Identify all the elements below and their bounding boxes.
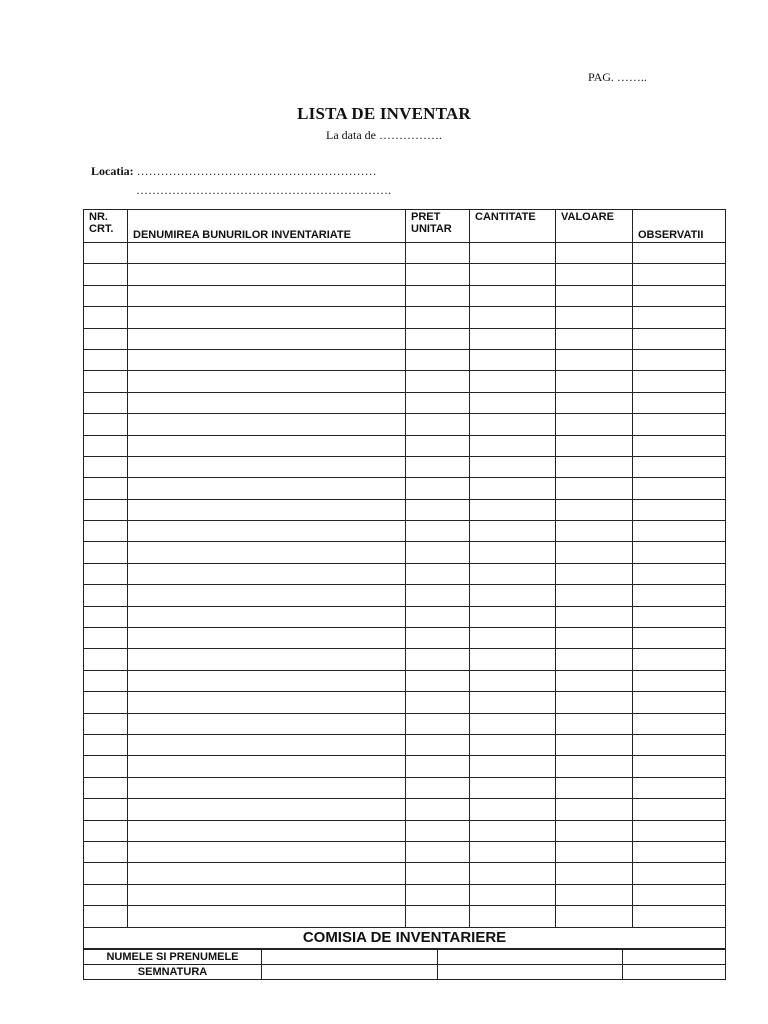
table-cell[interactable] (84, 863, 128, 884)
table-row (84, 349, 726, 370)
table-row (84, 820, 726, 841)
table-cell[interactable] (556, 884, 633, 905)
table-cell[interactable] (633, 713, 726, 734)
table-cell[interactable] (128, 264, 406, 285)
table-cell[interactable] (470, 606, 556, 627)
table-cell[interactable] (556, 392, 633, 413)
table-cell[interactable] (633, 649, 726, 670)
table-row (84, 435, 726, 456)
table-cell[interactable] (128, 799, 406, 820)
table-cell[interactable] (470, 328, 556, 349)
table-cell[interactable] (84, 371, 128, 392)
table-cell[interactable] (633, 585, 726, 606)
table-cell[interactable] (406, 820, 470, 841)
table-cell[interactable] (470, 307, 556, 328)
table-cell[interactable] (84, 884, 128, 905)
table-cell[interactable] (556, 243, 633, 264)
table-cell[interactable] (633, 692, 726, 713)
table-cell[interactable] (633, 906, 726, 927)
table-row (84, 264, 726, 285)
table-cell[interactable] (556, 563, 633, 584)
table-cell[interactable] (406, 799, 470, 820)
table-cell[interactable] (406, 884, 470, 905)
table-cell[interactable] (556, 456, 633, 477)
table-cell[interactable] (406, 307, 470, 328)
table-cell[interactable] (633, 285, 726, 306)
table-cell[interactable] (406, 499, 470, 520)
table-cell[interactable] (406, 670, 470, 691)
table-row (84, 863, 726, 884)
table-cell[interactable] (84, 734, 128, 755)
signature-table (83, 949, 726, 980)
table-cell[interactable] (556, 841, 633, 862)
table-row (84, 585, 726, 606)
table-cell[interactable] (633, 521, 726, 542)
table-row (84, 649, 726, 670)
date-line: La data de ……………. (326, 128, 442, 142)
table-cell[interactable] (84, 542, 128, 563)
table-row (84, 456, 726, 477)
table-row (84, 478, 726, 499)
table-cell[interactable] (84, 243, 128, 264)
page-number: PAG. …….. (588, 70, 647, 84)
table-row (84, 734, 726, 755)
table-cell[interactable] (406, 841, 470, 862)
table-cell[interactable] (556, 264, 633, 285)
table-cell[interactable] (128, 628, 406, 649)
table-cell[interactable] (633, 756, 726, 777)
table-row (84, 670, 726, 691)
table-row (84, 414, 726, 435)
table-cell[interactable] (556, 285, 633, 306)
table-cell[interactable] (84, 585, 128, 606)
table-row (84, 307, 726, 328)
table-row (84, 906, 726, 927)
table-cell[interactable] (406, 349, 470, 370)
table-cell[interactable] (556, 414, 633, 435)
table-row (84, 499, 726, 520)
table-cell[interactable] (406, 456, 470, 477)
table-cell[interactable] (470, 713, 556, 734)
table-cell[interactable] (406, 692, 470, 713)
table-cell[interactable] (84, 563, 128, 584)
table-cell[interactable] (633, 670, 726, 691)
table-cell[interactable] (633, 606, 726, 627)
table-cell[interactable] (84, 649, 128, 670)
table-cell[interactable] (556, 328, 633, 349)
table-cell[interactable] (470, 884, 556, 905)
table-cell[interactable] (128, 435, 406, 456)
table-cell[interactable] (470, 243, 556, 264)
table-cell[interactable] (128, 285, 406, 306)
table-cell[interactable] (128, 392, 406, 413)
table-cell[interactable] (84, 414, 128, 435)
table-cell[interactable] (128, 243, 406, 264)
table-cell[interactable] (470, 841, 556, 862)
table-cell[interactable] (556, 349, 633, 370)
table-cell[interactable] (633, 820, 726, 841)
table-cell[interactable] (633, 799, 726, 820)
table-row (84, 285, 726, 306)
table-cell[interactable] (128, 606, 406, 627)
table-cell[interactable] (470, 521, 556, 542)
table-cell[interactable] (128, 649, 406, 670)
table-cell[interactable] (556, 799, 633, 820)
table-row (84, 542, 726, 563)
column-header-name: DENUMIREA BUNURILOR INVENTARIATE (128, 210, 406, 243)
table-cell[interactable] (633, 456, 726, 477)
table-cell[interactable] (633, 243, 726, 264)
table-cell[interactable] (128, 756, 406, 777)
signature-label: SEMNATURA (84, 965, 262, 980)
table-cell[interactable] (556, 585, 633, 606)
table-cell[interactable] (406, 435, 470, 456)
table-cell[interactable] (406, 628, 470, 649)
table-cell[interactable] (84, 692, 128, 713)
table-row (84, 777, 726, 798)
table-row (84, 841, 726, 862)
table-cell[interactable] (84, 756, 128, 777)
table-cell[interactable] (556, 906, 633, 927)
table-cell[interactable] (633, 563, 726, 584)
table-cell[interactable] (470, 820, 556, 841)
table-cell[interactable] (406, 392, 470, 413)
table-cell[interactable] (556, 649, 633, 670)
table-cell[interactable] (406, 906, 470, 927)
table-cell[interactable] (470, 371, 556, 392)
table-cell[interactable] (633, 499, 726, 520)
table-cell[interactable] (470, 906, 556, 927)
table-cell[interactable] (470, 692, 556, 713)
table-cell[interactable] (470, 628, 556, 649)
table-row (84, 713, 726, 734)
table-cell[interactable] (84, 435, 128, 456)
table-cell[interactable] (470, 478, 556, 499)
table-cell[interactable] (406, 713, 470, 734)
table-cell[interactable] (633, 435, 726, 456)
table-row (84, 799, 726, 820)
inventory-table (83, 209, 726, 949)
table-cell[interactable] (84, 328, 128, 349)
table-body (84, 243, 726, 928)
table-cell[interactable] (84, 285, 128, 306)
table-cell[interactable] (556, 606, 633, 627)
table-cell[interactable] (84, 670, 128, 691)
table-cell[interactable] (128, 499, 406, 520)
table-cell[interactable] (633, 542, 726, 563)
column-header-price: PRET UNITAR (406, 210, 470, 243)
table-cell[interactable] (406, 328, 470, 349)
table-cell[interactable] (84, 456, 128, 477)
table-cell[interactable] (84, 478, 128, 499)
commission-row (84, 927, 726, 948)
table-cell[interactable] (128, 906, 406, 927)
table-cell[interactable] (128, 670, 406, 691)
table-cell[interactable] (128, 371, 406, 392)
table-cell[interactable] (406, 243, 470, 264)
names-label: NUMELE SI PRENUMELE (84, 950, 262, 965)
table-cell[interactable] (128, 328, 406, 349)
table-cell[interactable] (470, 285, 556, 306)
table-cell[interactable] (128, 777, 406, 798)
table-cell[interactable] (84, 628, 128, 649)
table-cell[interactable] (556, 670, 633, 691)
table-row (84, 328, 726, 349)
table-cell[interactable] (406, 777, 470, 798)
table-cell[interactable] (470, 264, 556, 285)
table-cell[interactable] (406, 863, 470, 884)
table-cell[interactable] (556, 542, 633, 563)
table-cell[interactable] (406, 649, 470, 670)
table-cell[interactable] (633, 392, 726, 413)
table-cell[interactable] (556, 777, 633, 798)
table-cell[interactable] (556, 371, 633, 392)
table-row (84, 692, 726, 713)
signature-cell[interactable] (438, 965, 623, 980)
table-cell[interactable] (470, 585, 556, 606)
table-cell[interactable] (470, 456, 556, 477)
location-line (91, 164, 377, 179)
table-cell[interactable] (406, 414, 470, 435)
table-cell[interactable] (556, 734, 633, 755)
location-dots-continuation: ………………………………………………………. (136, 183, 391, 197)
signature-cell[interactable] (623, 965, 726, 980)
table-cell[interactable] (633, 863, 726, 884)
table-cell[interactable] (406, 756, 470, 777)
names-row (84, 950, 726, 965)
table-cell[interactable] (556, 756, 633, 777)
table-cell[interactable] (556, 820, 633, 841)
table-cell[interactable] (470, 563, 556, 584)
table-cell[interactable] (84, 307, 128, 328)
table-cell[interactable] (128, 542, 406, 563)
table-cell[interactable] (556, 499, 633, 520)
table-cell[interactable] (128, 307, 406, 328)
table-cell[interactable] (633, 414, 726, 435)
names-cell[interactable] (623, 950, 726, 965)
table-cell[interactable] (128, 884, 406, 905)
table-cell[interactable] (556, 435, 633, 456)
table-cell[interactable] (470, 349, 556, 370)
document-title: LISTA DE INVENTAR (297, 104, 471, 123)
table-row (84, 628, 726, 649)
table-row (84, 756, 726, 777)
column-header-notes: OBSERVATII (633, 210, 726, 243)
table-cell[interactable] (556, 863, 633, 884)
table-cell[interactable] (470, 777, 556, 798)
table-row (84, 606, 726, 627)
table-cell[interactable] (556, 692, 633, 713)
names-cell[interactable] (262, 950, 438, 965)
table-cell[interactable] (633, 371, 726, 392)
table-cell[interactable] (84, 820, 128, 841)
table-cell[interactable] (128, 585, 406, 606)
table-cell[interactable] (406, 478, 470, 499)
table-cell[interactable] (84, 841, 128, 862)
table-cell[interactable] (470, 863, 556, 884)
table-cell[interactable] (84, 264, 128, 285)
table-row (84, 392, 726, 413)
table-row (84, 884, 726, 905)
table-cell[interactable] (128, 521, 406, 542)
signature-row (84, 965, 726, 980)
table-cell[interactable] (128, 820, 406, 841)
table-cell[interactable] (128, 414, 406, 435)
table-cell[interactable] (470, 435, 556, 456)
table-cell[interactable] (84, 521, 128, 542)
table-cell[interactable] (406, 285, 470, 306)
table-cell[interactable] (128, 841, 406, 862)
table-cell[interactable] (470, 649, 556, 670)
table-cell[interactable] (556, 521, 633, 542)
table-cell[interactable] (84, 349, 128, 370)
table-cell[interactable] (633, 628, 726, 649)
table-cell[interactable] (84, 777, 128, 798)
table-row (84, 243, 726, 264)
table-cell[interactable] (406, 585, 470, 606)
table-cell[interactable] (406, 734, 470, 755)
table-cell[interactable] (633, 884, 726, 905)
table-cell[interactable] (633, 478, 726, 499)
table-row (84, 563, 726, 584)
table-cell[interactable] (633, 841, 726, 862)
table-cell[interactable] (470, 542, 556, 563)
table-cell[interactable] (633, 307, 726, 328)
table-cell[interactable] (84, 606, 128, 627)
table-cell[interactable] (84, 392, 128, 413)
table-cell[interactable] (406, 371, 470, 392)
table-cell[interactable] (128, 863, 406, 884)
table-cell[interactable] (470, 756, 556, 777)
table-cell[interactable] (128, 734, 406, 755)
table-cell[interactable] (128, 713, 406, 734)
table-cell[interactable] (128, 456, 406, 477)
table-cell[interactable] (633, 349, 726, 370)
table-cell[interactable] (406, 563, 470, 584)
table-cell[interactable] (128, 349, 406, 370)
table-cell[interactable] (556, 713, 633, 734)
table-header-row (84, 210, 726, 243)
table-cell[interactable] (84, 499, 128, 520)
table-cell[interactable] (470, 734, 556, 755)
table-cell[interactable] (406, 521, 470, 542)
table-cell[interactable] (406, 606, 470, 627)
table-cell[interactable] (84, 906, 128, 927)
column-header-nr: NR. CRT. (84, 210, 128, 243)
table-cell[interactable] (470, 670, 556, 691)
table-cell[interactable] (128, 478, 406, 499)
column-header-value: VALOARE (556, 210, 633, 243)
table-cell[interactable] (84, 713, 128, 734)
table-cell[interactable] (128, 692, 406, 713)
table-cell[interactable] (470, 799, 556, 820)
table-cell[interactable] (470, 499, 556, 520)
commission-title: COMISIA DE INVENTARIERE (84, 927, 726, 948)
table-cell[interactable] (633, 328, 726, 349)
table-cell[interactable] (633, 264, 726, 285)
table-row (84, 521, 726, 542)
table-cell[interactable] (633, 734, 726, 755)
table-cell[interactable] (470, 414, 556, 435)
location-label: Locatia: (91, 164, 134, 178)
table-cell[interactable] (84, 799, 128, 820)
names-cell[interactable] (438, 950, 623, 965)
table-cell[interactable] (633, 777, 726, 798)
table-cell[interactable] (470, 392, 556, 413)
table-cell[interactable] (556, 307, 633, 328)
table-cell[interactable] (556, 478, 633, 499)
table-cell[interactable] (128, 563, 406, 584)
signature-cell[interactable] (262, 965, 438, 980)
location-dots: …………………………………………………… (136, 164, 377, 178)
table-cell[interactable] (406, 264, 470, 285)
table-row (84, 371, 726, 392)
table-cell[interactable] (556, 628, 633, 649)
column-header-qty: CANTITATE (470, 210, 556, 243)
table-cell[interactable] (406, 542, 470, 563)
